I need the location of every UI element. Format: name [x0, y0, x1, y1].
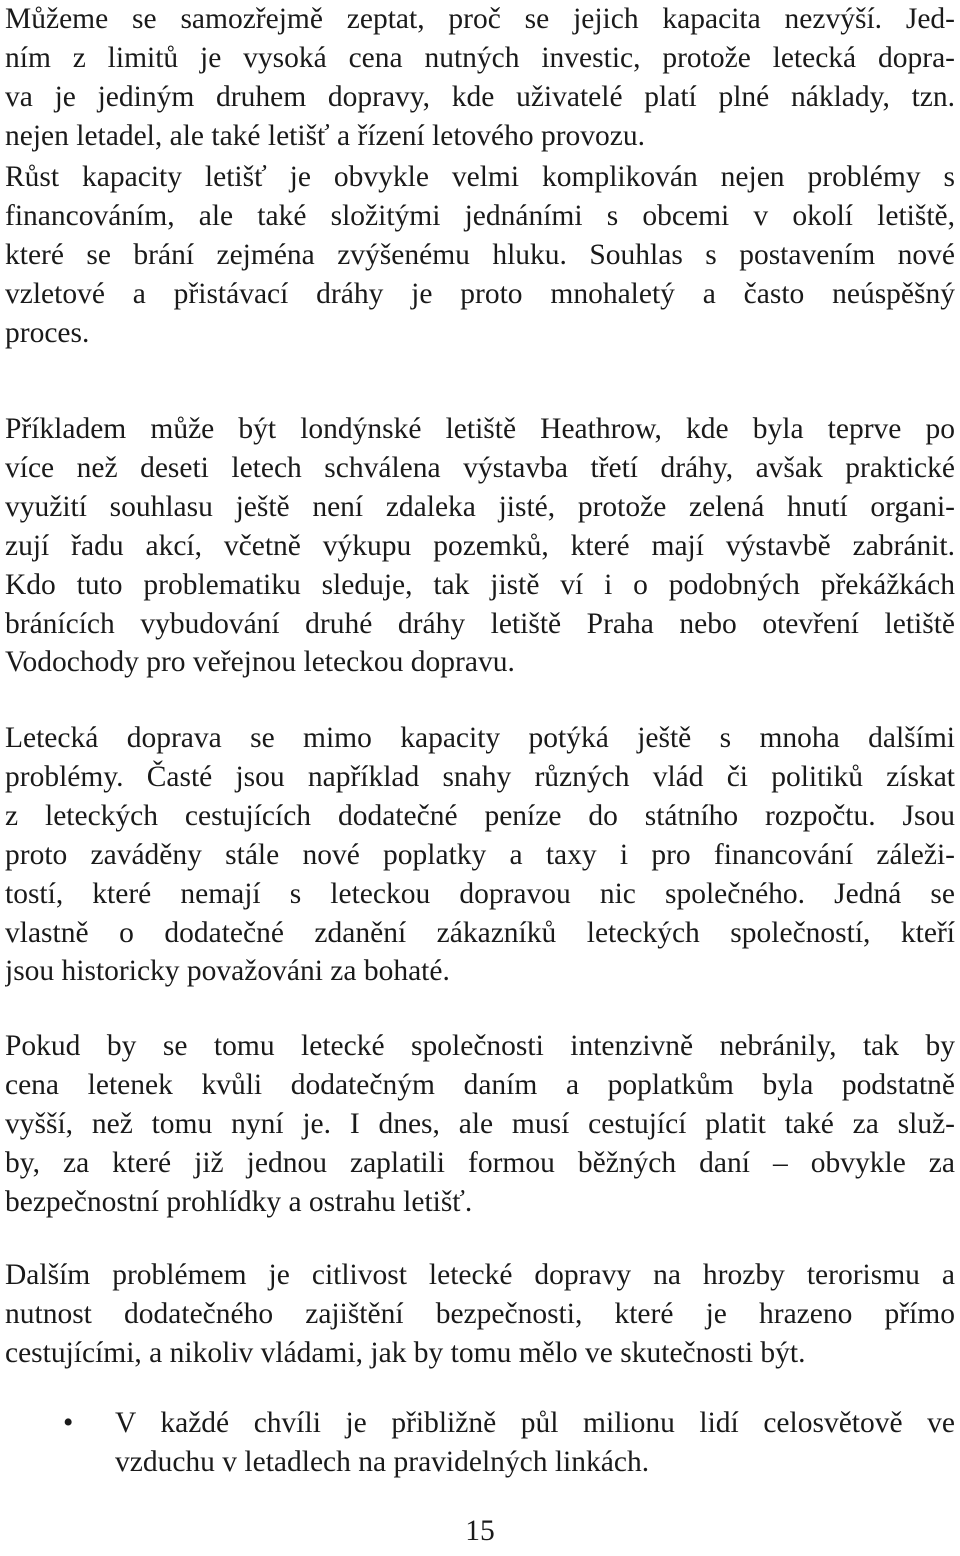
text-line: Můžeme se samozřejmě zeptat, proč se jejich kapacita nezvýší. Jed-	[5, 3, 955, 35]
text-line: proto zaváděny stále nové poplatky a taxy i pro financování záleži-	[5, 838, 955, 871]
text-line: které se brání zejména zvýšenému hluku. Souhlas s postavením nové	[5, 238, 955, 271]
text-line: Růst kapacity letišť je obvykle velmi komplikován nejen problémy s	[5, 161, 955, 193]
text-line: z leteckých cestujících dodatečné peníze do státního rozpočtu. Jsou	[5, 799, 955, 832]
text-line: zují řadu akcí, včetně výkupu pozemků, které mají výstavbě zabránit.	[5, 529, 955, 562]
text-line: Dalším problémem je citlivost letecké dopravy na hrozby terorismu a	[5, 1259, 955, 1291]
paragraph-capacity-question	[5, 0, 955, 156]
text-line: bránících vybudování druhé dráhy letiště Praha nebo otevření letiště	[5, 607, 955, 640]
text-line: bezpečnostní prohlídky a ostrahu letišť.	[5, 1185, 473, 1218]
text-line: Letecká doprava se mimo kapacity potýká ještě s mnoha dalšími	[5, 722, 955, 754]
text-line: problémy. Časté jsou například snahy různých vlád či politiků získat	[5, 760, 955, 793]
text-line: by, za které již jednou zaplatili formou běžných daní – obvykle za	[5, 1146, 955, 1179]
text-line: cestujícími, a nikoliv vládami, jak by tomu mělo ve skutečnosti být.	[5, 1336, 806, 1369]
paragraph-airport-growth	[5, 158, 955, 353]
bullet-icon: •	[63, 1407, 74, 1439]
text-line: nejen letadel, ale také letišť a řízení letového provozu.	[5, 119, 646, 152]
text-line: V každé chvíli je přibližně půl milionu lidí celosvětově ve	[115, 1407, 955, 1439]
paragraph-ticket-prices	[5, 1027, 955, 1222]
paragraph-taxes-fees	[5, 719, 955, 991]
text-line: financováním, ale také složitými jednáními s obcemi v okolí letiště,	[5, 199, 955, 232]
paragraph-heathrow-example	[5, 410, 955, 682]
text-line: proces.	[5, 316, 90, 349]
text-line: cena letenek kvůli dodatečným daním a poplatkům byla podstatně	[5, 1068, 955, 1101]
text-line: nutnost dodatečného zajištění bezpečnosti, které je hrazeno přímo	[5, 1297, 955, 1330]
text-line: vzduchu v letadlech na pravidelných linkách.	[115, 1445, 650, 1478]
text-line: vlastně o dodatečné zdanění zákazníků leteckých společností, kteří	[5, 916, 955, 949]
text-line: vyšší, než tomu nyní je. I dnes, ale musí cestující platit také za služ-	[5, 1107, 955, 1140]
bullet-text	[115, 1404, 955, 1482]
text-line: tostí, které nemají s leteckou dopravou nic společného. Jedná se	[5, 877, 955, 910]
text-line: více než deseti letech schválena výstavba třetí dráhy, avšak praktické	[5, 451, 955, 484]
text-line: jsou historicky považováni za bohaté.	[5, 955, 450, 988]
text-line: ním z limitů je vysoká cena nutných investic, protože letecká dopra-	[5, 41, 955, 74]
paragraph-terrorism-security	[5, 1256, 955, 1373]
text-line: Příkladem může být londýnské letiště Heathrow, kde byla teprve po	[5, 413, 955, 445]
text-line: Kdo tuto problematiku sleduje, tak jistě ví i o podobných překážkách	[5, 568, 955, 601]
page-number: 15	[465, 1515, 495, 1547]
text-line: Vodochody pro veřejnou leteckou dopravu.	[5, 646, 515, 679]
text-line: va je jediným druhem dopravy, kde uživatelé platí plné náklady, tzn.	[5, 80, 955, 113]
text-line: Pokud by se tomu letecké společnosti intenzivně nebránily, tak by	[5, 1030, 955, 1062]
text-line: vzletové a přistávací dráhy je proto mnohaletý a často neúspěšný	[5, 277, 955, 310]
text-line: využití souhlasu ještě není zdaleka jisté, protože zelená hnutí organi-	[5, 490, 955, 523]
